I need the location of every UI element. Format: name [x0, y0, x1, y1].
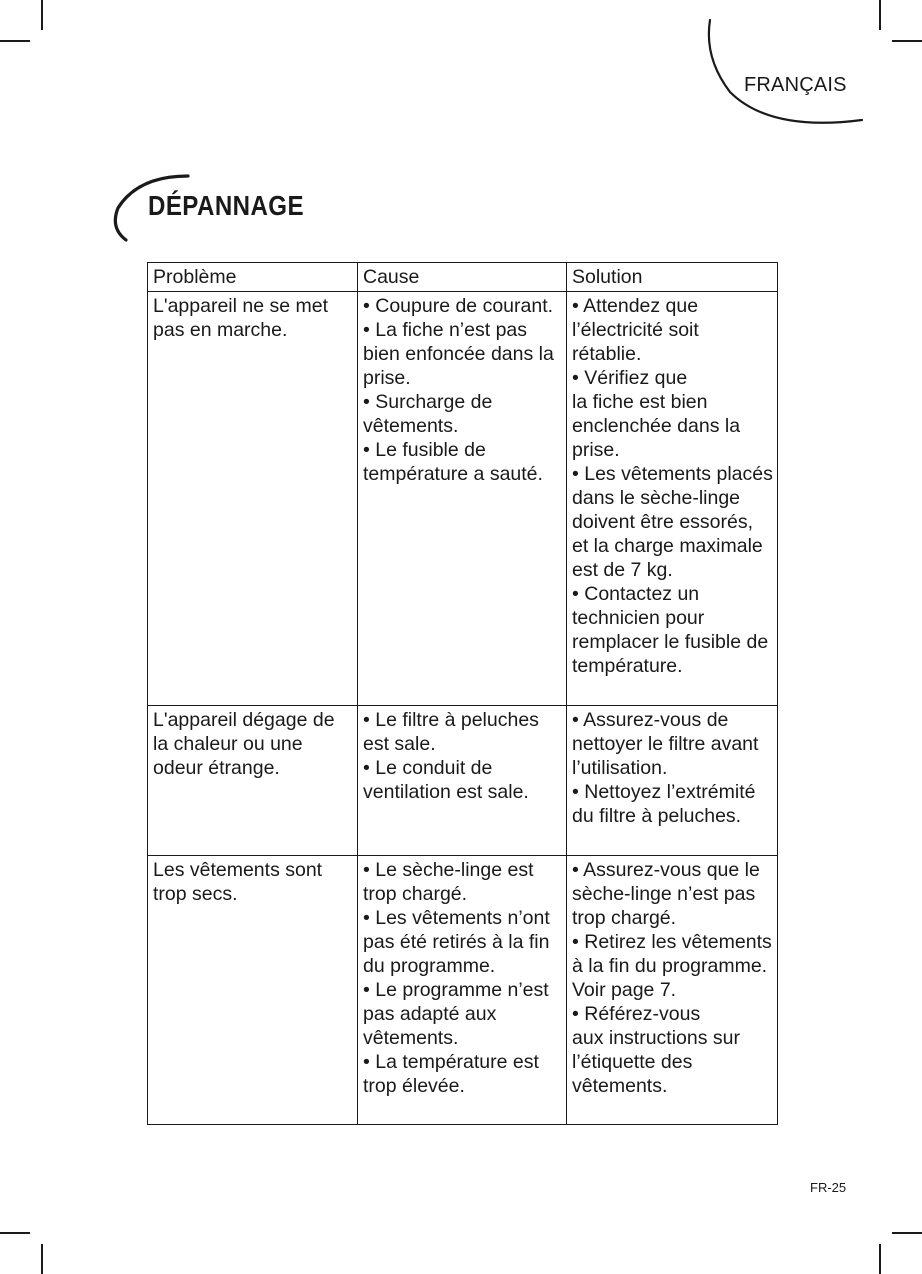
crop-mark-bottom-left-vertical — [41, 1244, 43, 1274]
crop-mark-top-left-vertical — [41, 0, 43, 30]
crop-mark-bottom-right-horizontal — [892, 1232, 922, 1234]
cause-cell: • Le sèche-linge est trop chargé. • Les vêtements n’ont pas été retirés à la fin du programme. • Le programme n’est pas adapté aux vêtements. • La température est trop élevée. — [358, 856, 567, 1125]
problem-cell: Les vêtements sont trop secs. — [148, 856, 358, 1125]
cause-cell: • Coupure de courant. • La fiche n’est pas bien enfoncée dans la prise. • Surcharge de vêtements. • Le fusible de température a sauté. — [358, 292, 567, 706]
header-problem: Problème — [148, 263, 358, 292]
crop-mark-bottom-right-vertical — [879, 1244, 881, 1274]
language-label: FRANÇAIS — [744, 74, 847, 96]
problem-cell: L'appareil ne se met pas en marche. — [148, 292, 358, 706]
crop-mark-top-left-horizontal — [0, 40, 30, 42]
page-number: FR-25 — [810, 1180, 847, 1195]
header-cause: Cause — [358, 263, 567, 292]
crop-mark-top-right-horizontal — [892, 40, 922, 42]
solution-cell: • Attendez que l’électricité soit rétablie. • Vérifiez que la fiche est bien enclenchée dans la prise. • Les vêtements placés dans le sèche-linge doivent être essorés, et la charge maximale est de 7 kg. • Contactez un technicien pour remplacer le fusible de température. — [567, 292, 778, 706]
header-solution: Solution — [567, 263, 778, 292]
solution-cell: • Assurez-vous de nettoyer le filtre avant l’utilisation. • Nettoyez l’extrémité du filtre à peluches. — [567, 706, 778, 856]
problem-cell: L'appareil dégage de la chaleur ou une odeur étrange. — [148, 706, 358, 856]
troubleshooting-table — [147, 262, 778, 1125]
table-header-row — [148, 263, 778, 292]
cause-cell: • Le filtre à peluches est sale. • Le conduit de ventilation est sale. — [358, 706, 567, 856]
table-row — [148, 856, 778, 1125]
page-title: DÉPANNAGE — [148, 190, 304, 221]
table-row — [148, 706, 778, 856]
crop-mark-bottom-left-horizontal — [0, 1232, 30, 1234]
solution-cell: • Assurez-vous que le sèche-linge n’est pas trop chargé. • Retirez les vêtements à la fin du programme. Voir page 7. • Référez-vous aux instructions sur l’étiquette des vêtements. — [567, 856, 778, 1125]
table-row — [148, 292, 778, 706]
